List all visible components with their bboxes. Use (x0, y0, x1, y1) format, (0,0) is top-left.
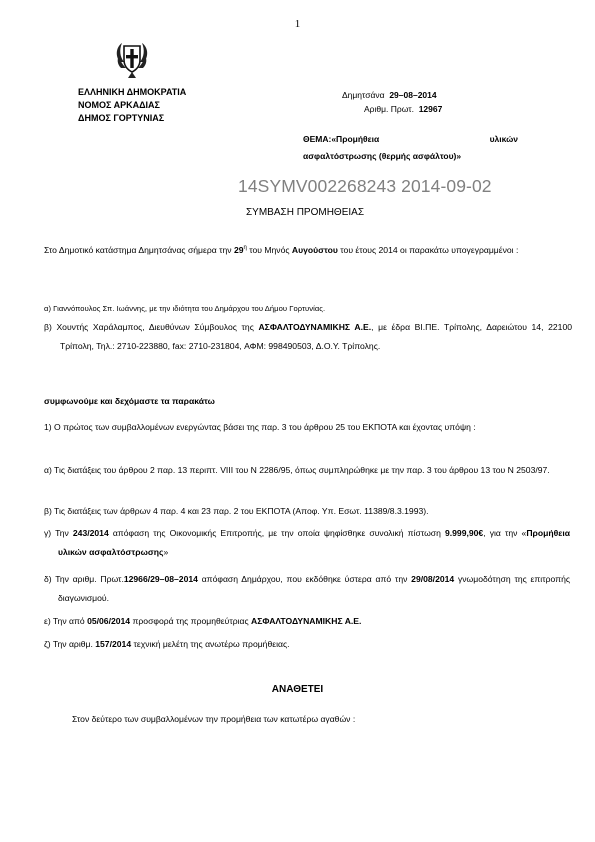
intro-paragraph (44, 239, 556, 260)
document-references (342, 88, 442, 116)
item-g-text: » (163, 547, 169, 557)
credit-amount: 9.999,90€ (444, 528, 484, 538)
item-g (44, 524, 570, 562)
subject (303, 131, 518, 165)
party-b-company: ΑΣΦΑΛΤΟΔΥΝΑΜΙΚΗΣ Α.Ε. (258, 322, 372, 332)
authority-line-2: ΝΟΜΟΣ ΑΡΚΑΔΙΑΣ (78, 100, 160, 110)
item-b: β) Τις διατάξεις των άρθρων 4 παρ. 4 και 23 παρ. 2 του ΕΚΠΟΤΑ (Αποφ. Υπ. Εσωτ. 11389/8.3.1993). (44, 506, 429, 516)
greek-coat-of-arms-icon (114, 38, 150, 80)
protocol-number: 12967 (418, 104, 443, 114)
item-z-text: τεχνική μελέτη της ανωτέρω προμήθειας. (131, 639, 290, 649)
clause-1: 1) Ο πρώτος των συμβαλλομένων ενεργώντας βάσει της παρ. 3 του άρθρου 25 του ΕΚΠΟΤΑ και έχοντας υπόψη : (44, 422, 476, 432)
mayor-decision-protocol: 12966/29–08–2014 (123, 574, 198, 584)
agreement-heading: συμφωνούμε και δεχόμαστε τα παρακάτω (44, 396, 215, 406)
party-b-text: , με έδρα ΒΙ.ΠΕ. Τρίπολης, Δαρειώτου 14, 22100 Τρίπολη, Τηλ.: 2710-223880, fax: 2710-231804, ΑΦΜ: 998490503, Δ.Ο.Υ. Τρίπολης. (60, 322, 572, 351)
subject-line-2: ασφαλτόστρωσης (θερμής ασφάλτου)» (303, 151, 462, 161)
subject-label: ΘΕΜΑ:«Προμήθεια (303, 134, 380, 144)
committee-decision-number: 243/2014 (72, 528, 109, 538)
party-b (44, 318, 572, 356)
item-d (44, 570, 570, 608)
issuing-authority (78, 86, 186, 125)
subject-line-1 (303, 131, 518, 148)
supplier-company: ΑΣΦΑΛΤΟΔΥΝΑΜΙΚΗΣ Α.Ε. (251, 616, 362, 626)
item-d-text: γνωμοδότηση της επιτροπής διαγωνισμού. (58, 574, 570, 603)
item-d-text: απόφαση Δημάρχου, που εκδόθηκε ύστερα από την (197, 574, 412, 584)
closing-line: Στον δεύτερο των συμβαλλομένων την προμήθεια των κατωτέρω αγαθών : (72, 714, 356, 724)
item-g-text: γ) Την (44, 528, 73, 538)
intro-text: Στο Δημοτικό κατάστημα Δημητσάνας σήμερα την (44, 244, 234, 255)
item-z (44, 635, 556, 654)
offer-date: 05/06/2014 (87, 616, 131, 626)
contract-day: 29 (233, 244, 244, 255)
authority-line-1: ΕΛΛΗΝΙΚΗ ΔΗΜΟΚΡΑΤΙΑ (78, 87, 187, 97)
technical-study-number: 157/2014 (95, 639, 132, 649)
page-number: 1 (294, 18, 301, 30)
subject-word: υλικών (489, 134, 518, 144)
item-d-text: δ) Την αριθμ. Πρωτ. (44, 574, 124, 584)
item-z-text: ζ) Την αριθμ. (44, 639, 96, 649)
ada-code: 14SYMV002268243 2014-09-02 (238, 176, 492, 196)
committee-opinion-date: 29/08/2014 (411, 574, 455, 584)
intro-text: του Μηνός (246, 244, 292, 255)
contract-month: Αυγούστου (291, 244, 338, 255)
item-e (44, 612, 556, 631)
authority-line-3: ΔΗΜΟΣ ΓΟΡΤΥΝΙΑΣ (78, 113, 165, 123)
section-heading-anathetei: ΑΝΑΘΕΤΕΙ (271, 684, 324, 695)
protocol-label: Αριθμ. Πρωτ. (364, 104, 414, 114)
place-and-date (342, 88, 442, 102)
party-b-text: β) Χουντής Χαράλαμπος, Διευθύνων Σύμβουλος της (44, 322, 259, 332)
protocol-reference (342, 102, 442, 116)
party-a: α) Γιαννόπουλος Σπ. Ιωάννης, με την ιδιότητα του Δημάρχου του Δήμου Γορτυνίας. (44, 304, 326, 313)
item-g-text: απόφαση της Οικονομικής Επιτροπής, με την οποία ψηφίσθηκε συνολική πίστωση (108, 528, 445, 538)
contract-title: ΣΥΜΒΑΣΗ ΠΡΟΜΗΘΕΙΑΣ (246, 207, 365, 218)
place: Δημητσάνα (342, 90, 385, 100)
item-g-text: , για την « (483, 528, 527, 538)
document-date: 29–08–2014 (389, 90, 437, 100)
item-a: α) Τις διατάξεις του άρθρου 2 παρ. 13 περιπτ. VIII του Ν 2286/95, όπως συμπληρώθηκε με την παρ. 3 του άρθρου 13 του Ν 2503/97. (44, 465, 550, 475)
intro-text: του έτους 2014 οι παρακάτω υπογεγραμμένοι : (337, 244, 519, 255)
day-suffix: η (243, 245, 247, 251)
supply-title: Προμήθεια υλικών ασφαλτόστρωσης (58, 528, 570, 557)
item-e-text: ε) Την από (44, 616, 88, 626)
item-e-text: προσφορά της προμηθεύτριας (130, 616, 252, 626)
